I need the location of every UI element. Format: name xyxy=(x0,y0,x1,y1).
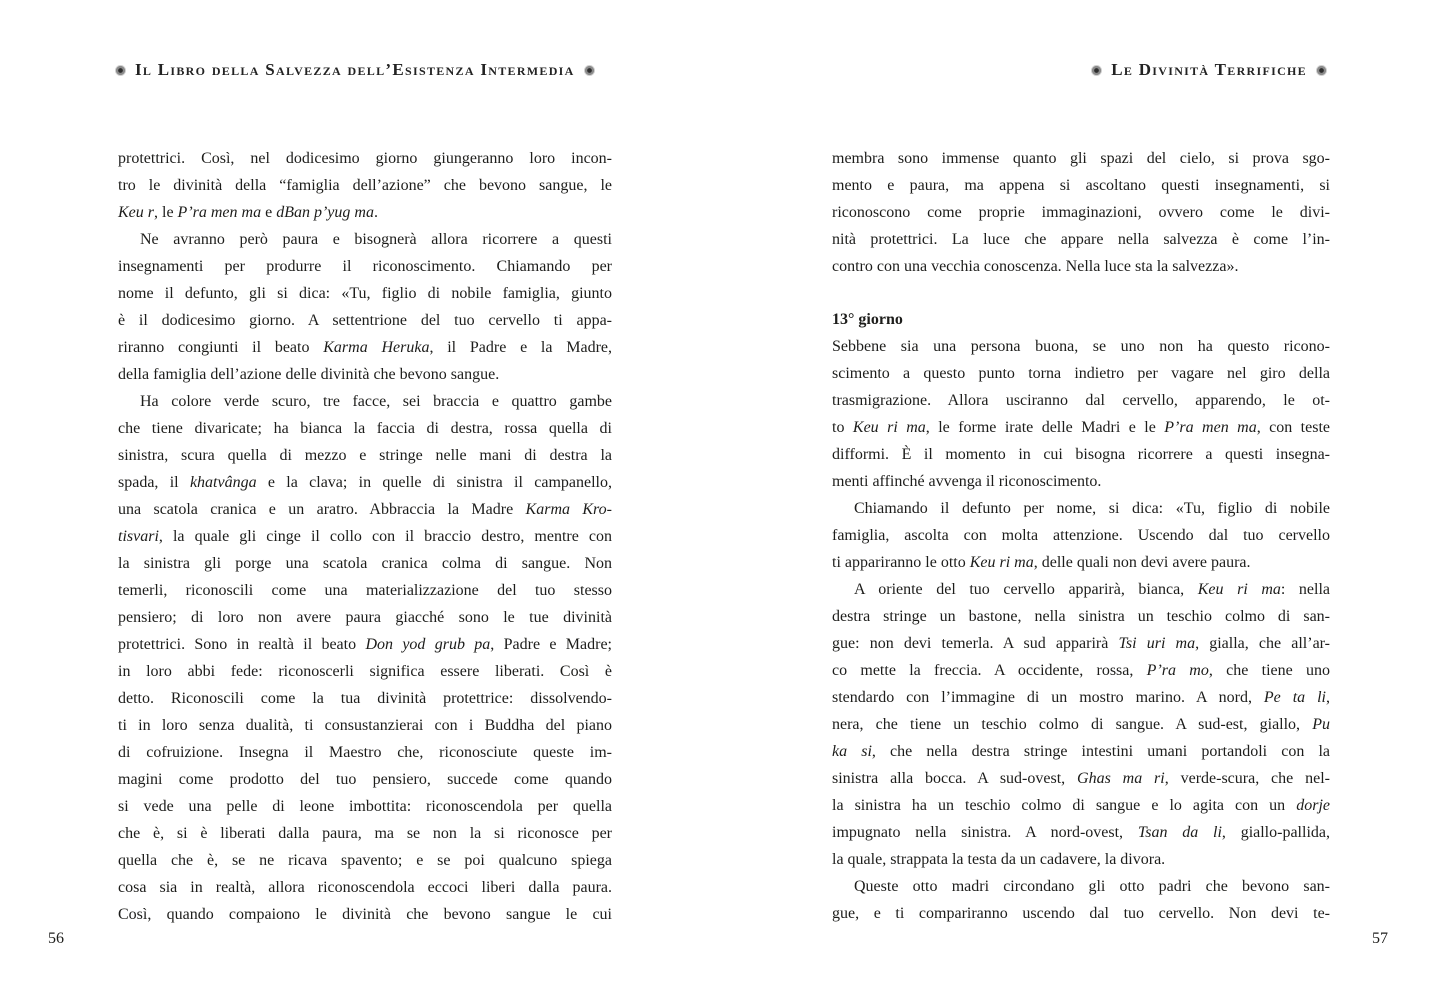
text-line: mento e paura, ma appena si ascoltano questi insegnamenti, si xyxy=(832,177,1330,194)
text-line: Così, quando compaiono le divinità che bevono sangue le cui xyxy=(118,906,612,923)
text-line: famiglia, ascolta con molta attenzione. Uscendo dal tuo cervello xyxy=(832,527,1330,544)
text-line: una scatola cranica e un aratro. Abbraccia la Madre Karma Kro- xyxy=(118,501,612,518)
right-page xyxy=(722,0,1445,998)
text-line: di cofruizione. Insegna il Maestro che, riconosciute queste im- xyxy=(118,744,612,761)
text-line: in loro abbi fede: riconoscerli significa essere liberati. Così è xyxy=(118,663,612,680)
text-line: impugnato nella sinistra. A nord-ovest, Tsan da li, giallo-pallida, xyxy=(832,824,1330,841)
flower-ornament-icon xyxy=(115,65,126,76)
section-heading: 13° giorno xyxy=(832,311,903,328)
text-line: pensiero; di loro non avere paura giacché sono le tue divinità xyxy=(118,609,612,626)
text-line: destra stringe un bastone, nella sinistra un teschio colmo di san- xyxy=(832,608,1330,625)
text-line: sinistra, scura quella di mezzo e stringe nelle mani di destra la xyxy=(118,447,612,464)
text-line: membra sono immense quanto gli spazi del cielo, si prova sgo- xyxy=(832,150,1330,167)
left-page-number: 56 xyxy=(48,930,64,947)
text-line: che tiene divaricate; ha bianca la faccia di destra, rossa quella di xyxy=(118,420,612,437)
text-line: nità protettrici. La luce che appare nella salvezza è come l’in- xyxy=(832,231,1330,248)
right-running-head xyxy=(1091,60,1327,80)
text-line: Ne avranno però paura e bisognerà allora ricorrere a questi xyxy=(140,231,612,248)
text-line: ti appariranno le otto Keu ri ma, delle quali non devi avere paura. xyxy=(832,554,1251,571)
running-head-text: Il Libro della Salvezza dell’Esistenza Intermedia xyxy=(135,60,575,79)
text-line: Chiamando il defunto per nome, si dica: «Tu, figlio di nobile xyxy=(854,500,1330,517)
text-line: sinistra alla bocca. A sud-ovest, Ghas ma ri, verde-scura, che nel- xyxy=(832,770,1330,787)
text-line: trasmigrazione. Allora usciranno dal cervello, apparendo, le ot- xyxy=(832,392,1330,409)
left-page xyxy=(0,0,722,998)
text-line: protettrici. Sono in realtà il beato Don yod grub pa, Padre e Madre; xyxy=(118,636,613,653)
text-line: nera, che tiene un teschio colmo di sangue. A sud-est, giallo, Pu xyxy=(832,716,1330,733)
text-line: tisvari, la quale gli cinge il collo con il braccio destro, mentre con xyxy=(118,528,612,545)
text-line: magini come prodotto del tuo pensiero, succede come quando xyxy=(118,771,612,788)
text-line: temerli, riconoscili come una materializzazione del tuo stesso xyxy=(118,582,612,599)
text-line: Queste otto madri circondano gli otto padri che bevono san- xyxy=(854,878,1330,895)
text-line: nome il defunto, gli si dica: «Tu, figlio di nobile famiglia, giunto xyxy=(118,285,612,302)
text-line: è il dodicesimo giorno. A settentrione del tuo cervello ti appa- xyxy=(118,312,612,329)
text-line: ka si, che nella destra stringe intestini umani portandoli con la xyxy=(832,743,1330,760)
text-line: spada, il khatvânga e la clava; in quelle di sinistra il campanello, xyxy=(118,474,612,491)
flower-ornament-icon xyxy=(584,65,595,76)
text-line: gue, e ti compariranno uscendo dal tuo cervello. Non devi te- xyxy=(832,905,1330,922)
right-page-number: 57 xyxy=(1372,930,1388,947)
text-line: ti in loro senza dualità, ti consustanzierai con i Buddha del piano xyxy=(118,717,612,734)
text-line: co mette la freccia. A occidente, rossa, P’ra mo, che tiene uno xyxy=(832,662,1330,679)
text-line: la quale, strappata la testa da un cadavere, la divora. xyxy=(832,851,1166,868)
text-line: detto. Riconoscili come la tua divinità protettrice: dissolvendo- xyxy=(118,690,612,707)
text-line: cosa sia in realtà, allora riconoscendola eccoci liberi dalla paura. xyxy=(118,879,612,896)
text-line: riconoscono come proprie immaginazioni, ovvero come le divi- xyxy=(832,204,1330,221)
flower-ornament-icon xyxy=(1316,65,1327,76)
text-line: tro le divinità della “famiglia dell’azione” che bevono sangue, le xyxy=(118,177,612,194)
text-line: difformi. È il momento in cui bisogna ricorrere a questi insegna- xyxy=(832,446,1330,463)
text-line: Ha colore verde scuro, tre facce, sei braccia e quattro gambe xyxy=(140,393,612,410)
text-line: la sinistra ha un teschio colmo di sangue e lo agita con un dorje xyxy=(832,797,1330,814)
text-line: della famiglia dell’azione delle divinità che bevono sangue. xyxy=(118,366,500,383)
text-line: A oriente del tuo cervello apparirà, bianca, Keu ri ma: nella xyxy=(854,581,1330,598)
text-line: Keu r, le P’ra men ma e dBan p’yug ma. xyxy=(118,204,378,221)
text-line: menti affinché avvenga il riconoscimento. xyxy=(832,473,1102,490)
left-running-head xyxy=(115,60,595,80)
text-line: gue: non devi temerla. A sud apparirà Tsi uri ma, gialla, che all’ar- xyxy=(832,635,1330,652)
text-line: protettrici. Così, nel dodicesimo giorno giungeranno loro incon- xyxy=(118,150,612,167)
text-line: riranno congiunti il beato Karma Heruka, il Padre e la Madre, xyxy=(118,339,613,356)
text-line: si vede una pelle di leone imbottita: riconoscendola per quella xyxy=(118,798,612,815)
left-text-column xyxy=(118,145,612,928)
text-line: scimento a questo punto torna indietro per vagare nel giro della xyxy=(832,365,1330,382)
text-line: contro con una vecchia conoscenza. Nella luce sta la salvezza». xyxy=(832,258,1239,275)
text-line: la sinistra gli porge una scatola cranica colma di sangue. Non xyxy=(118,555,612,572)
text-line: Sebbene sia una persona buona, se uno non ha questo ricono- xyxy=(832,338,1330,355)
text-line: stendardo con l’immagine di un mostro marino. A nord, Pe ta li, xyxy=(832,689,1331,706)
text-line: insegnamenti per produrre il riconoscimento. Chiamando per xyxy=(118,258,612,275)
text-line: to Keu ri ma, le forme irate delle Madri e le P’ra men ma, con teste xyxy=(832,419,1330,436)
text-line: che è, si è liberati dalla paura, ma se non la si riconosce per xyxy=(118,825,612,842)
running-head-text: Le Divinità Terrifiche xyxy=(1111,60,1307,79)
text-line: quella che è, se ne ricava spavento; e se poi qualcuno spiega xyxy=(118,852,612,869)
flower-ornament-icon xyxy=(1091,65,1102,76)
right-text-column xyxy=(832,145,1330,927)
